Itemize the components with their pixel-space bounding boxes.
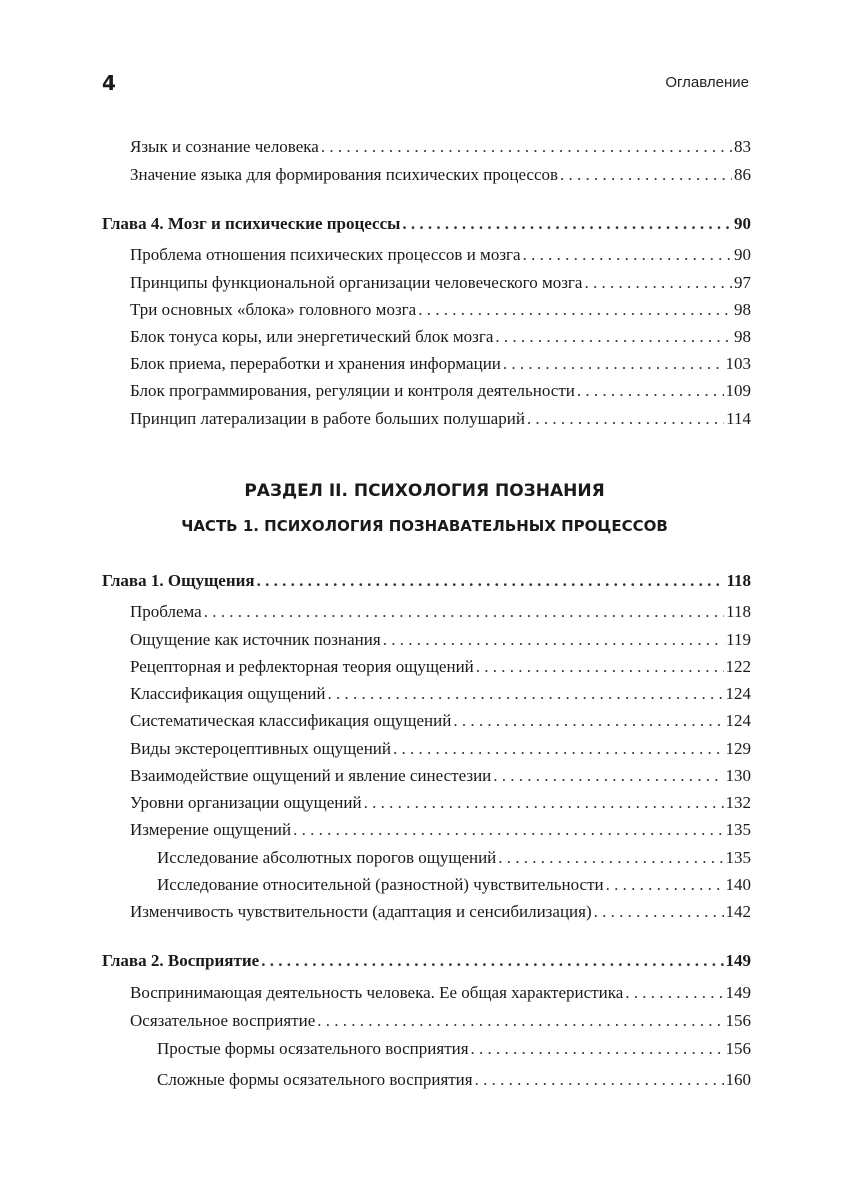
toc-subentry[interactable]: [0, 845, 849, 871]
page-number: 4: [102, 71, 116, 95]
toc-entry[interactable]: [0, 708, 849, 734]
dot-leader: [625, 980, 723, 1006]
toc-subentry-title: Исследование абсолютных порогов ощущений: [157, 848, 497, 867]
toc-subentry[interactable]: [0, 1067, 849, 1093]
toc-entry[interactable]: [0, 980, 849, 1006]
toc-page-number: 114: [726, 409, 751, 428]
dot-leader: [594, 899, 724, 925]
toc-entry[interactable]: [0, 654, 849, 680]
toc-entry[interactable]: [0, 817, 849, 843]
toc-page-number: 132: [725, 793, 751, 812]
dot-leader: [527, 406, 724, 432]
dot-leader: [606, 872, 724, 898]
dot-leader: [475, 1067, 724, 1093]
toc-entry-title: Три основных «блока» головного мозга: [130, 300, 417, 319]
toc-chapter-title: Глава 2. Восприятие: [102, 951, 260, 970]
dot-leader: [560, 162, 732, 188]
toc-page-number: 103: [725, 354, 751, 373]
toc-entry-title: Изменчивость чувствительности (адаптация и сенсибилизация): [130, 902, 592, 921]
toc-entry[interactable]: [0, 297, 849, 323]
toc-subentry-title: Исследование относительной (разностной) чувствительности: [157, 875, 604, 894]
toc-subentry[interactable]: [0, 872, 849, 898]
toc-entry-title: Блок программирования, регуляции и контроля деятельности: [130, 381, 575, 400]
toc-chapter-title: Глава 4. Мозг и психические процессы: [102, 214, 401, 233]
toc-entry[interactable]: [0, 270, 849, 296]
dot-leader: [493, 763, 723, 789]
dot-leader: [383, 627, 724, 653]
toc-chapter-title: Глава 1. Ощущения: [102, 571, 255, 590]
dot-leader: [471, 1036, 724, 1062]
toc-entry[interactable]: [0, 736, 849, 762]
toc-entry-title: Блок тонуса коры, или энергетический блок мозга: [130, 327, 494, 346]
toc-page-number: 149: [725, 983, 751, 1002]
toc-entry-title: Уровни организации ощущений: [130, 793, 362, 812]
toc-entry-title: Блок приема, переработки и хранения информации: [130, 354, 501, 373]
toc-page-number: 90: [734, 245, 751, 264]
toc-entry-title: Классификация ощущений: [130, 684, 326, 703]
toc-page-number: 129: [725, 739, 751, 758]
toc-page-number: 98: [734, 300, 751, 319]
toc-chapter[interactable]: [0, 568, 849, 594]
toc-entry[interactable]: [0, 324, 849, 350]
toc-entry-title: Виды экстероцептивных ощущений: [130, 739, 391, 758]
toc-page-number: 149: [725, 951, 751, 970]
dot-leader: [498, 845, 723, 871]
dot-leader: [257, 568, 725, 594]
toc-page-number: 124: [725, 711, 751, 730]
toc-entry-title: Осязательное восприятие: [130, 1011, 316, 1030]
toc-page-number: 135: [725, 820, 751, 839]
toc-entry-title: Ощущение как источник познания: [130, 630, 381, 649]
toc-entry[interactable]: [0, 351, 849, 377]
toc-entry-title: Принцип латерализации в работе больших полушарий: [130, 409, 525, 428]
toc-entry[interactable]: [0, 134, 849, 160]
dot-leader: [453, 708, 723, 734]
dot-leader: [364, 790, 724, 816]
toc-page-number: 118: [726, 602, 751, 621]
dot-leader: [495, 324, 732, 350]
dot-leader: [476, 654, 724, 680]
toc-entry[interactable]: [0, 790, 849, 816]
toc-entry[interactable]: [0, 899, 849, 925]
dot-leader: [584, 270, 732, 296]
toc-entry-title: Систематическая классификация ощущений: [130, 711, 452, 730]
toc-entry-title: Измерение ощущений: [130, 820, 292, 839]
dot-leader: [577, 378, 724, 404]
toc-entry[interactable]: [0, 162, 849, 188]
toc-page-number: 156: [725, 1011, 751, 1030]
toc-entry[interactable]: [0, 242, 849, 268]
toc-entry-title: Воспринимающая деятельность человека. Ее общая характеристика: [130, 983, 624, 1002]
toc-entry[interactable]: [0, 681, 849, 707]
toc-subentry-title: Простые формы осязательного восприятия: [157, 1039, 469, 1058]
toc-page-number: 130: [725, 766, 751, 785]
dot-leader: [261, 948, 723, 974]
running-head: Оглавление: [665, 74, 749, 91]
toc-page-number: 135: [725, 848, 751, 867]
toc-entry-title: Язык и сознание человека: [130, 137, 319, 156]
toc-entry[interactable]: [0, 763, 849, 789]
toc-page-number: 118: [726, 571, 751, 590]
toc-entry-title: Значение языка для формирования психических процессов: [130, 165, 559, 184]
dot-leader: [204, 599, 724, 625]
dot-leader: [328, 681, 724, 707]
toc-entry[interactable]: [0, 378, 849, 404]
toc-entry[interactable]: [0, 599, 849, 625]
dot-leader: [503, 351, 724, 377]
toc-subentry-title: Сложные формы осязательного восприятия: [157, 1070, 473, 1089]
dot-leader: [393, 736, 724, 762]
toc-entry[interactable]: [0, 406, 849, 432]
toc-entry-title: Проблема отношения психических процессов и мозга: [130, 245, 521, 264]
toc-page-number: 124: [725, 684, 751, 703]
dot-leader: [418, 297, 732, 323]
toc-page-number: 86: [734, 165, 751, 184]
toc-chapter[interactable]: [0, 948, 849, 974]
toc-entry[interactable]: [0, 1008, 849, 1034]
dot-leader: [293, 817, 723, 843]
toc-page-number: 160: [725, 1070, 751, 1089]
toc-page-number: 156: [725, 1039, 751, 1058]
toc-page-number: 140: [725, 875, 751, 894]
part-title: ЧАСТЬ 1. ПСИХОЛОГИЯ ПОЗНАВАТЕЛЬНЫХ ПРОЦЕССОВ: [181, 517, 668, 535]
toc-page-number: 83: [734, 137, 751, 156]
toc-page-number: 142: [725, 902, 751, 921]
toc-page-number: 90: [734, 214, 751, 233]
dot-leader: [523, 242, 732, 268]
toc-entry-title: Рецепторная и рефлекторная теория ощущений: [130, 657, 474, 676]
toc-entry-title: Принципы функциональной организации человеческого мозга: [130, 273, 583, 292]
section-title: РАЗДЕЛ II. ПСИХОЛОГИЯ ПОЗНАНИЯ: [244, 481, 605, 501]
toc-entry-title: Взаимодействие ощущений и явление синестезии: [130, 766, 492, 785]
toc-page-number: 119: [726, 630, 751, 649]
toc-page-number: 109: [725, 381, 751, 400]
toc-subentry[interactable]: [0, 1036, 849, 1062]
toc-page-number: 98: [734, 327, 751, 346]
toc-entry[interactable]: [0, 627, 849, 653]
toc-page-number: 97: [734, 273, 751, 292]
toc-entry-title: Проблема: [130, 602, 202, 621]
dot-leader: [402, 211, 732, 237]
dot-leader: [317, 1008, 723, 1034]
dot-leader: [321, 134, 732, 160]
toc-page-number: 122: [725, 657, 751, 676]
toc-chapter[interactable]: [0, 211, 849, 237]
